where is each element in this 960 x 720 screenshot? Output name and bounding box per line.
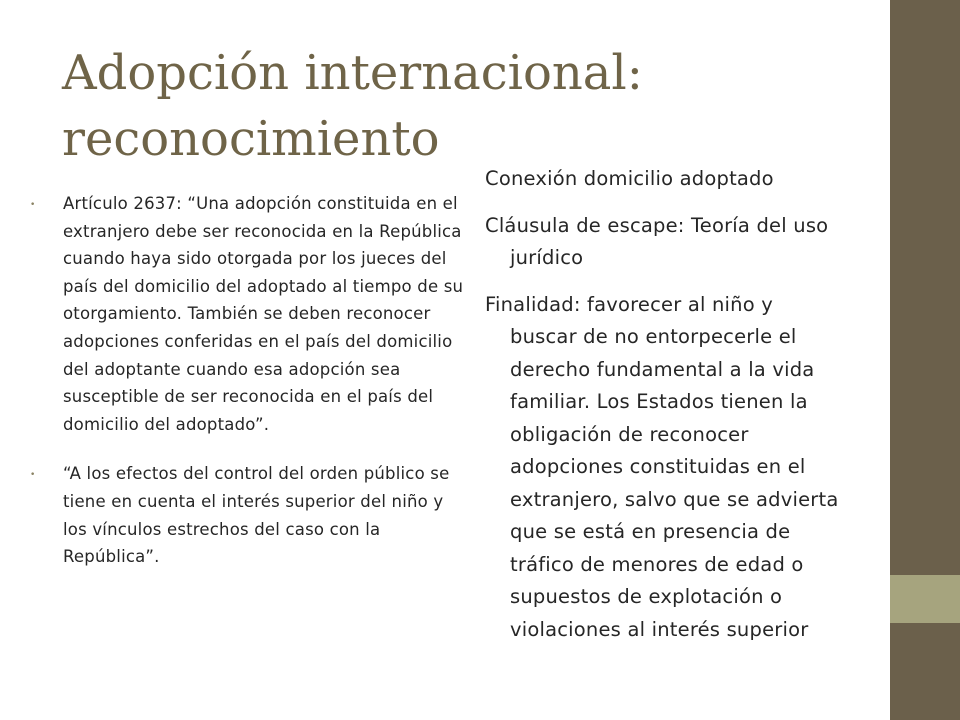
slide-title — [62, 40, 862, 172]
side-bar-bottom — [890, 623, 960, 720]
bullet-icon: • — [30, 200, 36, 210]
side-bar-accent — [890, 575, 960, 623]
bullet-item-public-order — [30, 460, 470, 570]
left-bullet-list — [30, 190, 470, 593]
bullet-item-article — [30, 190, 470, 438]
slide-title-line-1: Adopción internacional: — [62, 45, 643, 101]
side-bar-top — [890, 0, 960, 575]
slide-title-line-2: reconocimiento — [62, 111, 440, 167]
right-text-column — [485, 163, 845, 660]
bullet-item-text: “A los efectos del control del orden público se tiene en cuenta el interés superior del niño y los vínculos estrechos del caso con la República”. — [63, 464, 450, 567]
paragraph-connection: Conexión domicilio adoptado — [485, 167, 774, 190]
paragraph-escape-clause: Cláusula de escape: Teoría del uso jurídico — [485, 213, 829, 269]
bullet-icon: • — [30, 470, 36, 481]
paragraph-purpose: Finalidad: favorecer al niño y buscar de no entorpecerle el derecho fundamental a la vida familiar. Los Estados tienen la obligación de reconocer adopciones constituidas en el extranjero, salvo que se advierta que se está en presencia de tráfico de menores de edad o supuestos de explotación o violaciones al interés superior — [485, 292, 839, 641]
bullet-item-text: Artículo 2637: “Una adopción constituida en el extranjero debe ser reconocida en la República cuando haya sido otorgada por los jueces del país del domicilio del adoptado al tiempo de su otorgamiento. También se deben reconocer adopciones conferidas en el país del domicilio del adoptante cuando esa adopción sea susceptible de ser reconocida en el país del domicilio del adoptado”. — [63, 194, 464, 434]
